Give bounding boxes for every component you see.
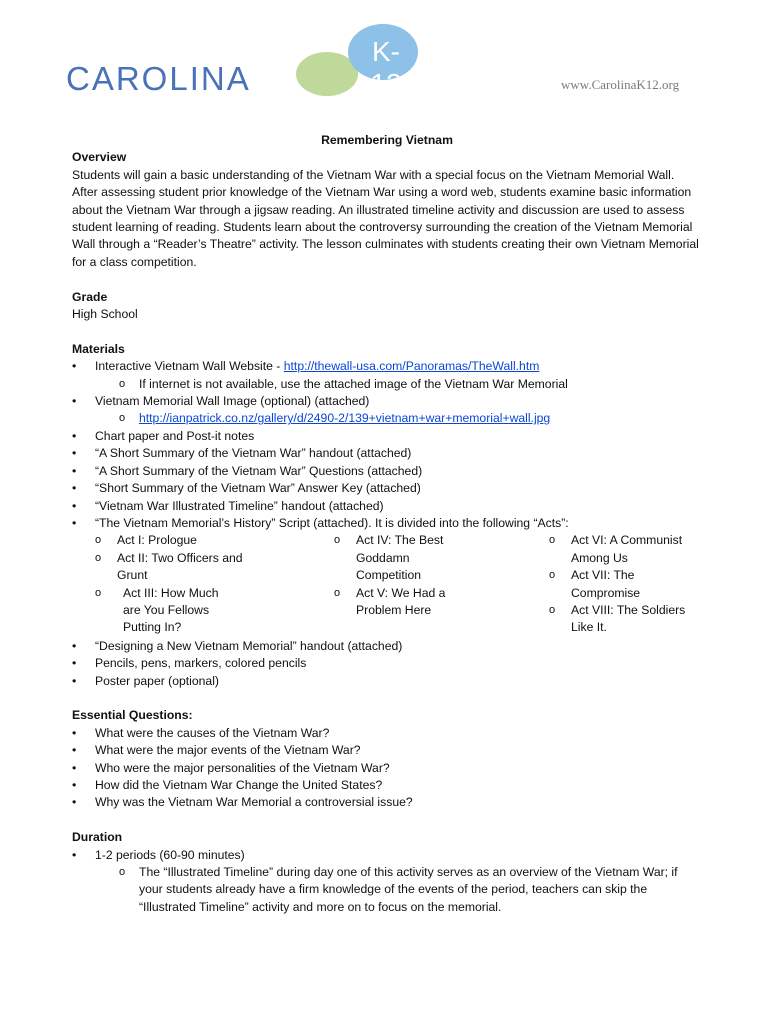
act-item: o Act I: Prologue [95,532,257,549]
list-item: • “Short Summary of the Vietnam War” Answer Key (attached) [72,480,702,497]
list-item: • “Vietnam War Illustrated Timeline” handout (attached) [72,498,702,515]
document-body [72,132,702,916]
act-item: o Act VII: The Compromise [549,567,671,602]
list-item: • Poster paper (optional) [72,673,702,690]
act-item: o Act VI: A Communist Among Us [549,532,691,567]
list-item: • “Designing a New Vietnam Memorial” handout (attached) [72,638,702,655]
materials-list [72,358,702,532]
act-item: o Act III: How Much are You Fellows Putting In? [95,585,231,637]
acts-column [334,532,549,636]
list-item: • Pencils, pens, markers, colored pencils [72,655,702,672]
logo-wordmark: CAROLINA [66,60,251,97]
sub-list-item: o The “Illustrated Timeline” during day one of this activity serves as an overview of the Vietnam War; if your students already have a firm knowledge of the events of the period, teachers can skip the “Illustrated Timeline” activity and more on to focus on the memorial. [95,864,702,916]
essential-questions-list [72,725,702,812]
sub-list-item: o If internet is not available, use the attached image of the Vietnam War Memorial [95,376,702,393]
list-item: • “A Short Summary of the Vietnam War” handout (attached) [72,445,702,462]
act-item: o Act V: We Had a Problem Here [334,585,452,620]
duration-list [72,847,702,917]
list-item: • Vietnam Memorial Wall Image (optional) (attached) o http://ianpatrick.co.nz/gallery/d/2490-2/139+vietnam+war+memorial+wall.jpg [72,393,702,428]
materials-list-continued [72,638,702,690]
list-item: • Chart paper and Post-it notes [72,428,702,445]
list-item: • “The Vietnam Memorial’s History” Script (attached). It is divided into the following “Acts”: [72,515,702,532]
act-item: o Act II: Two Officers and Grunt [95,550,245,585]
list-item: • What were the causes of the Vietnam War? [72,725,702,742]
list-item: • Who were the major personalities of the Vietnam War? [72,760,702,777]
list-item: • Interactive Vietnam Wall Website - http://thewall-usa.com/Panoramas/TheWall.htm o If internet is not available, use the attached image of the Vietnam War Memorial [72,358,702,393]
overview-text: Students will gain a basic understanding of the Vietnam War with a special focus on the Vietnam Memorial Wall. After assessing student prior knowledge of the Vietnam War using a word web, students examine basic information about the Vietnam War through a jigsaw reading. An illustrated timeline activity and discussion are used to assess student learning of reading. Students learn about the controversy surrounding the creation of the Vietnam Memorial Wall through a “Reader’s Theatre” activity. The lesson culminates with students creating their own Vietnam Memorial for a class competition. [72,167,699,269]
list-item: • How did the Vietnam War Change the United States? [72,777,702,794]
list-item: • What were the major events of the Vietnam War? [72,742,702,759]
acts-column [549,532,689,636]
acts-column [95,532,257,636]
acts-columns [95,532,702,636]
site-url: www.CarolinaK12.org [561,77,680,92]
act-item: o Act IV: The Best Goddamn Competition [334,532,452,584]
essential-questions-heading: Essential Questions: [72,708,193,723]
overview-heading: Overview [72,150,127,165]
materials-heading: Materials [72,341,125,356]
logo-badge-text: K-12 [370,36,402,99]
act-item: o Act VIII: The Soldiers Like It. [549,602,691,637]
grade-heading: Grade [72,289,108,304]
document-title: Remembering Vietnam [321,133,453,147]
grade-value: High School [72,307,138,322]
list-item: • “A Short Summary of the Vietnam War” Questions (attached) [72,463,702,480]
duration-heading: Duration [72,830,123,845]
wall-website-link[interactable]: http://thewall-usa.com/Panoramas/TheWall.htm [283,359,540,374]
carolina-k12-logo [66,22,402,102]
sub-list-item [95,410,702,427]
list-item: • Why was the Vietnam War Memorial a controversial issue? [72,794,702,811]
list-item: • 1-2 periods (60-90 minutes) o The “Illustrated Timeline” during day one of this activity serves as an overview of the Vietnam War; if your students already have a firm knowledge of the events of the period, teachers can skip the “Illustrated Timeline” activity and more on to focus on the memorial. [72,847,702,917]
wall-image-link[interactable]: http://ianpatrick.co.nz/gallery/d/2490-2/139+vietnam+war+memorial+wall.jpg [139,411,551,426]
